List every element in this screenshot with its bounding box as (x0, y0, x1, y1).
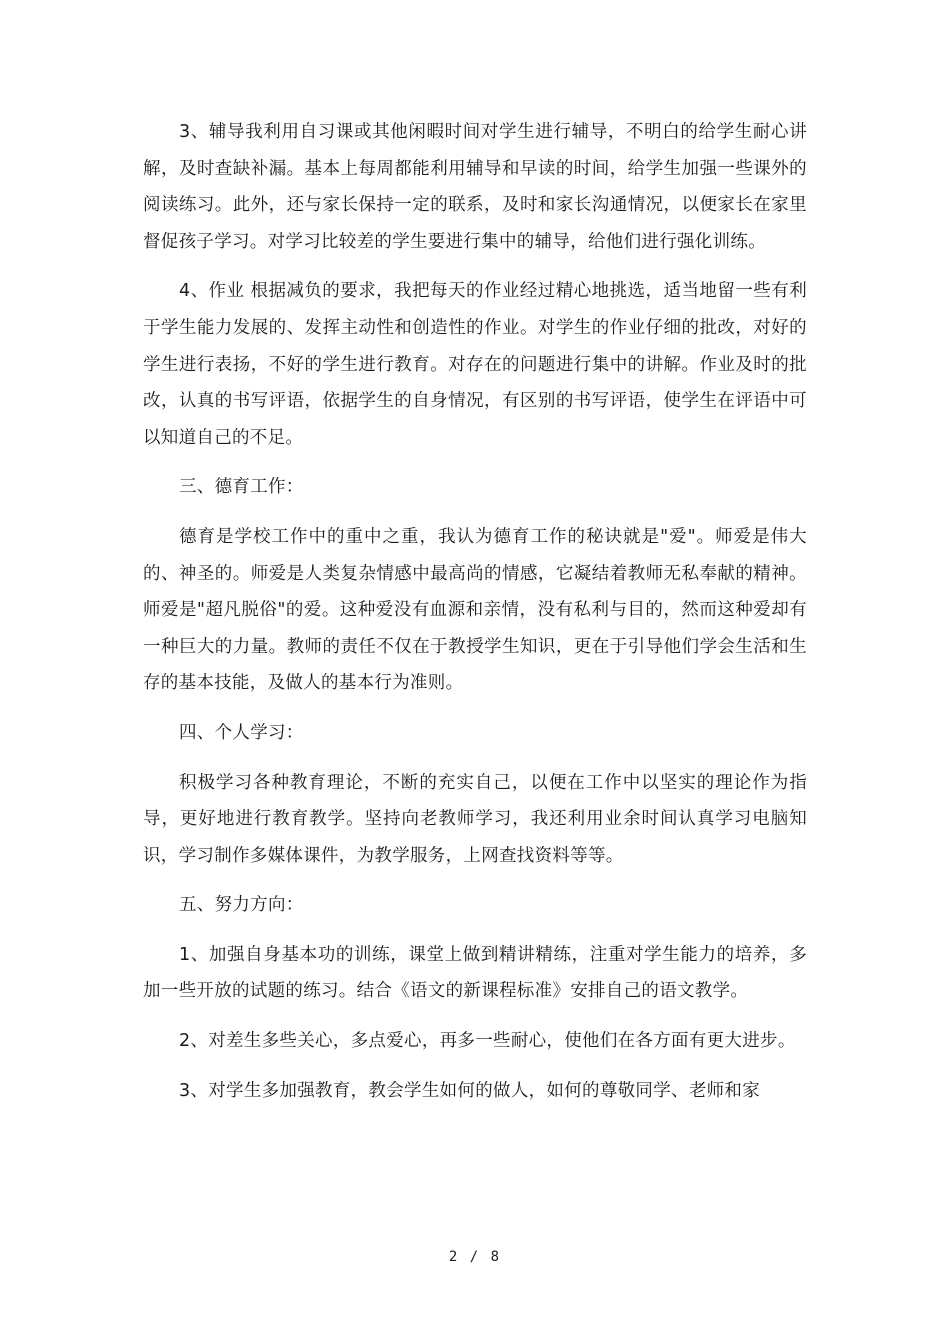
heading-direction: 五、努力方向： (179, 895, 304, 916)
paragraph-direction-1: 1、加强自身基本功的训练，课堂上做到精讲精练，注重对学生能力的培养，多加一些开放的试题的练习。结合《语文的新课程标准》安排自己的语文教学。 (143, 944, 807, 1002)
paragraph-direction-3: 3、对学生多加强教育，教会学生如何的做人，如何的尊敬同学、老师和家 (179, 1080, 761, 1101)
paragraph-personal-study: 积极学习各种教育理论，不断的充实自己，以便在工作中以坚实的理论作为指导，更好地进行教育教学。坚持向老教师学习，我还利用业余时间认真学习电脑知识，学习制作多媒体课件，为教学服务，上网查找资料等等。 (143, 772, 807, 866)
paragraph-homework: 4、作业 根据减负的要求，我把每天的作业经过精心地挑选，适当地留一些有利于学生能力发展的、发挥主动性和创造性的作业。对学生的作业仔细的批改，对好的学生进行表扬，不好的学生进行教育。对存在的问题进行集中的讲解。作业及时的批改，认真的书写评语，依据学生的自身情况，有区别的书写评语，使学生在评语中可以知道自己的不足。 (143, 281, 807, 448)
heading-moral-education: 三、德育工作： (179, 477, 304, 498)
heading-personal-study: 四、个人学习： (179, 722, 304, 743)
document-body (143, 114, 807, 1109)
paragraph-moral-education: 德育是学校工作中的重中之重，我认为德育工作的秘诀就是"爱"。师爱是伟大的、神圣的。师爱是人类复杂情感中最高尚的情感，它凝结着教师无私奉献的精神。师爱是"超凡脱俗"的爱。这种爱没有血源和亲情，没有私利与目的，然而这种爱却有一种巨大的力量。教师的责任不仅在于教授学生知识，更在于引导他们学会生活和生存的基本技能，及做人的基本行为准则。 (143, 526, 807, 694)
page-number: 2 / 8 (448, 1249, 502, 1265)
paragraph-direction-2: 2、对差生多些关心，多点爱心，再多一些耐心，使他们在各方面有更大进步。 (179, 1031, 796, 1052)
paragraph-tutoring: 3、辅导我利用自习课或其他闲暇时间对学生进行辅导，不明白的给学生耐心讲解，及时查缺补漏。基本上每周都能利用辅导和早读的时间，给学生加强一些课外的阅读练习。此外，还与家长保持一定的联系，及时和家长沟通情况，以便家长在家里督促孩子学习。对学习比较差的学生要进行集中的辅导，给他们进行强化训练。 (143, 122, 807, 252)
